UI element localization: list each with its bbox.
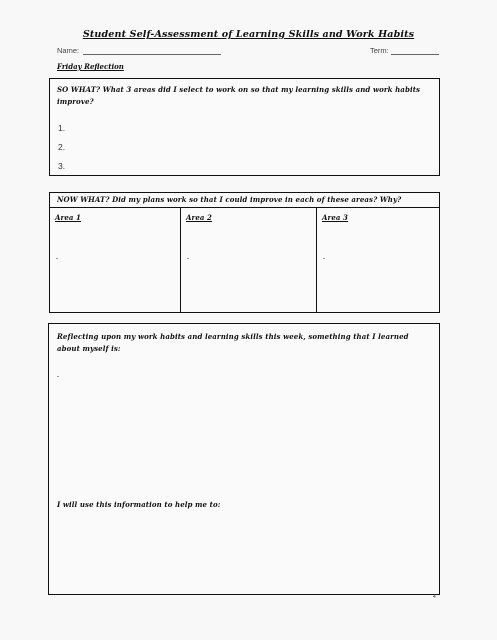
area-3-mark [323, 258, 325, 259]
area-column-1 [50, 208, 181, 312]
area-2-label: Area 2 [186, 213, 213, 222]
term-field-line[interactable] [391, 54, 439, 55]
so-what-question: SO WHAT? What 3 areas did I select to work on so that my learning skills and work habits improve? [57, 85, 421, 106]
page-number: 4 [433, 594, 436, 600]
reflection-prompt: Reflecting upon my work habits and learning skills this week, something that I learned about myself is: [57, 332, 409, 353]
reflection-followup: I will use this information to help me to: [57, 500, 221, 509]
term-label: Term: [370, 46, 389, 55]
reflection-box [48, 323, 440, 595]
area-2-mark [187, 258, 189, 259]
name-label: Name: [57, 46, 80, 55]
section-label: Friday Reflection [57, 62, 124, 71]
areas-table [49, 207, 440, 313]
area-column-3 [317, 208, 439, 312]
so-what-box [49, 78, 440, 176]
worksheet-title: Student Self-Assessment of Learning Skills and Work Habits [82, 29, 415, 40]
answer-item-3: 3. [58, 161, 66, 171]
now-what-header [49, 192, 440, 207]
name-field-line[interactable] [83, 54, 221, 55]
header-row [57, 46, 440, 58]
now-what-question: NOW WHAT? Did my plans work so that I could improve in each of these areas? Why? [57, 195, 402, 204]
area-1-label: Area 1 [55, 213, 82, 222]
answer-item-2: 2. [58, 142, 66, 152]
area-column-2 [181, 208, 317, 312]
area-3-label: Area 3 [322, 213, 349, 222]
reflection-mark [57, 376, 59, 377]
answer-item-1: 1. [58, 123, 66, 133]
area-1-mark [56, 258, 58, 259]
